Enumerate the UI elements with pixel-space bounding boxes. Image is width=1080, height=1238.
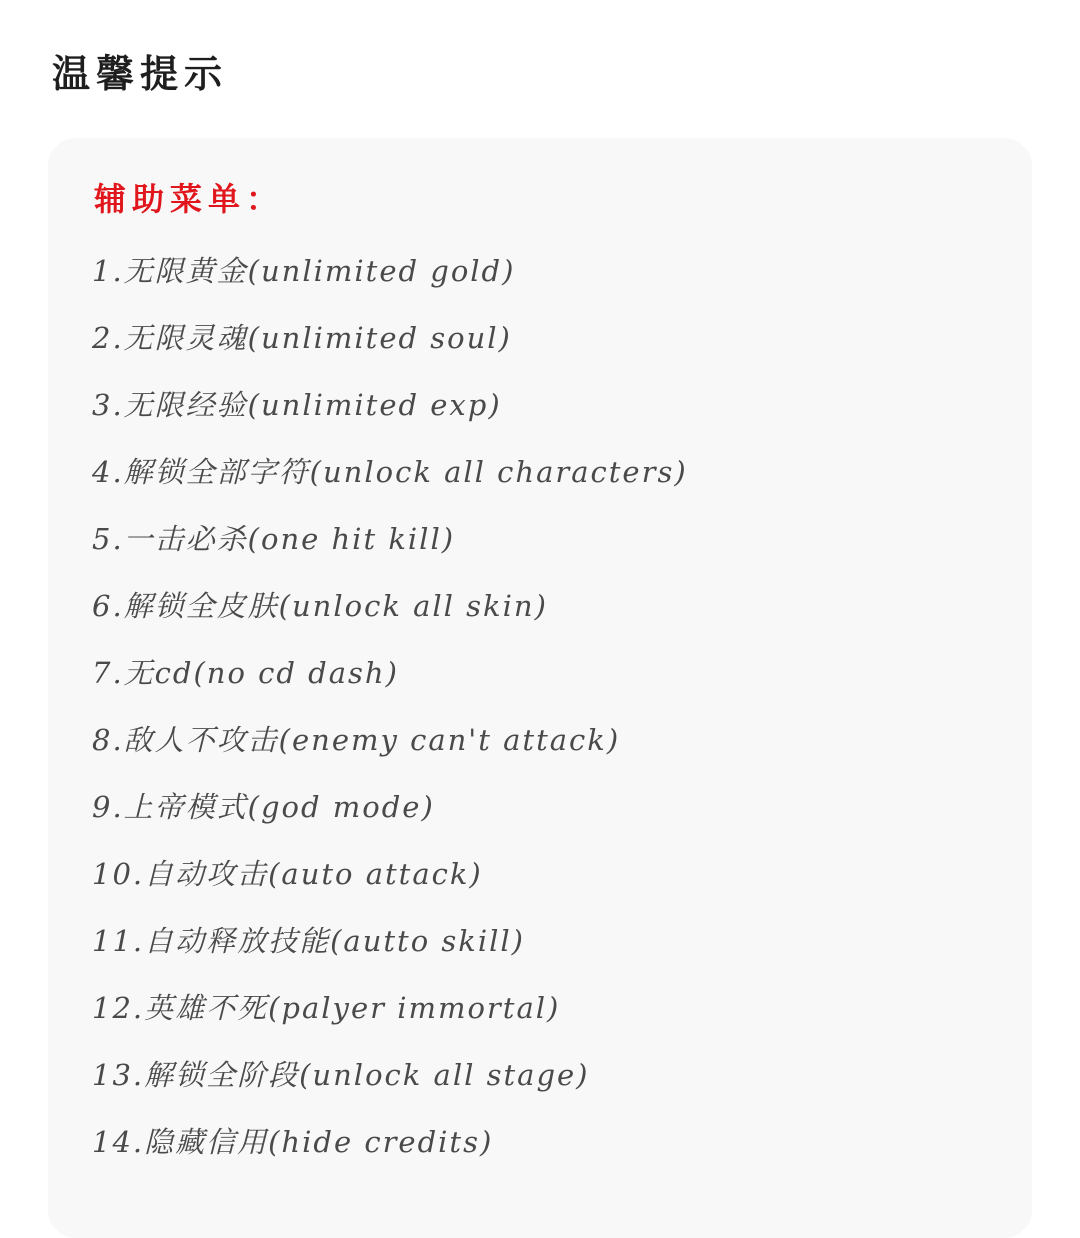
tip-card bbox=[48, 138, 1032, 1238]
menu-item-unlimited-exp: 3.无限经验(unlimited exp) bbox=[92, 388, 502, 422]
menu-item-unlock-all-skin: 6.解锁全皮肤(unlock all skin) bbox=[92, 589, 548, 623]
menu-item-unlock-all-stage: 13.解锁全阶段(unlock all stage) bbox=[92, 1058, 590, 1092]
menu-item-auto-skill: 11.自动释放技能(autto skill) bbox=[92, 924, 525, 958]
menu-item-one-hit-kill: 5.一击必杀(one hit kill) bbox=[92, 522, 456, 556]
menu-item-god-mode: 9.上帝模式(god mode) bbox=[92, 790, 435, 824]
page-title: 温馨提示 bbox=[52, 51, 229, 96]
menu-item-unlimited-gold: 1.无限黄金(unlimited gold) bbox=[92, 254, 516, 288]
menu-item-no-cd-dash: 7.无cd(no cd dash) bbox=[92, 656, 399, 690]
menu-item-unlimited-soul: 2.无限灵魂(unlimited soul) bbox=[92, 321, 512, 355]
menu-item-enemy-cant-attack: 8.敌人不攻击(enemy can't attack) bbox=[92, 723, 621, 757]
menu-item-unlock-all-characters: 4.解锁全部字符(unlock all characters) bbox=[92, 455, 688, 489]
menu-item-hide-credits: 14.隐藏信用(hide credits) bbox=[92, 1125, 494, 1159]
menu-item-auto-attack: 10.自动攻击(auto attack) bbox=[92, 857, 483, 891]
menu-item-player-immortal: 12.英雄不死(palyer immortal) bbox=[92, 991, 561, 1025]
menu-heading: 辅助菜单： bbox=[94, 180, 285, 218]
menu-list bbox=[92, 245, 1012, 1183]
